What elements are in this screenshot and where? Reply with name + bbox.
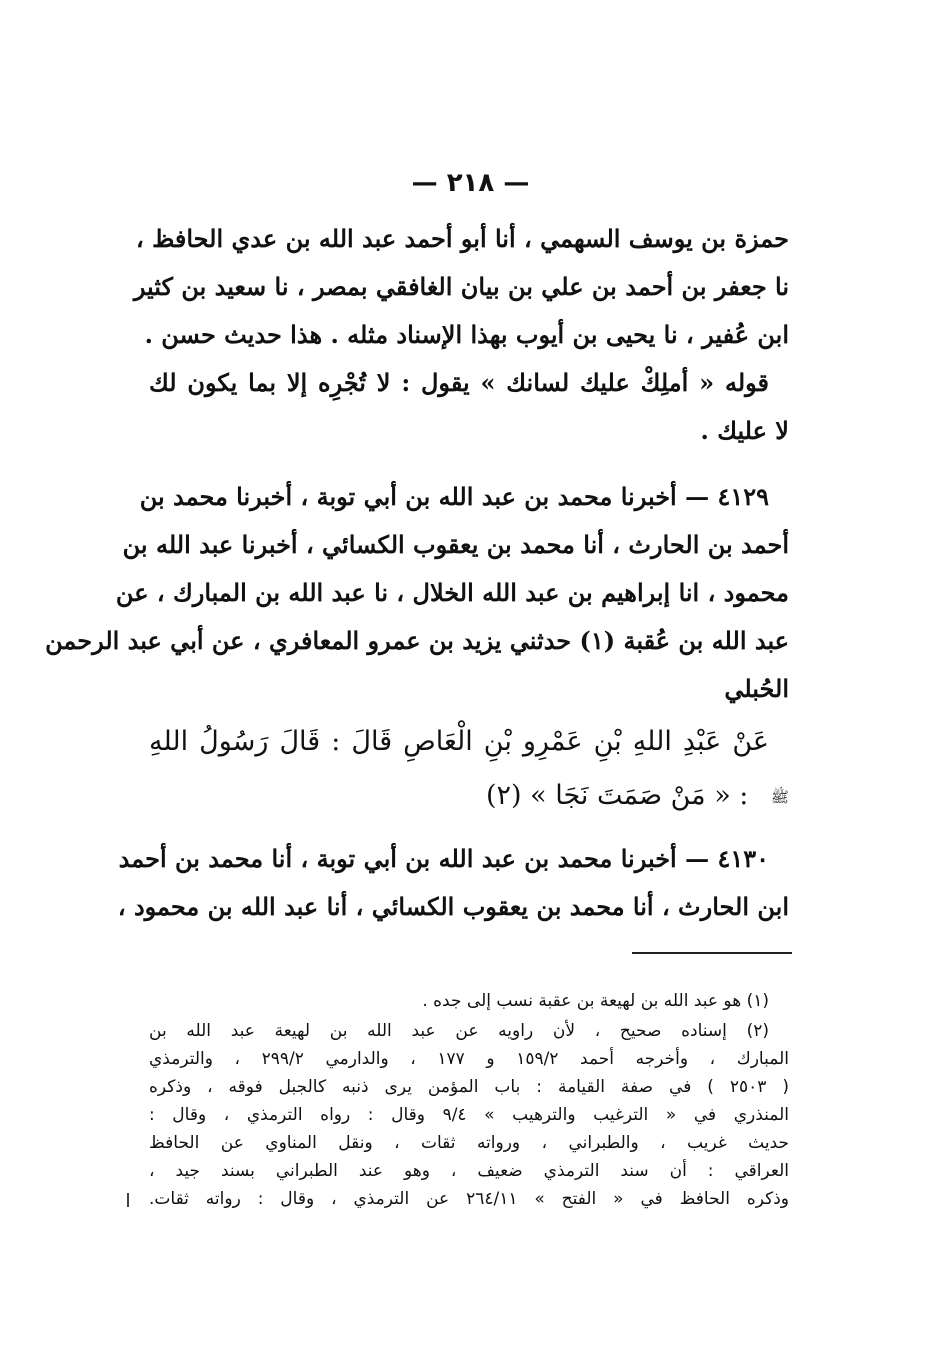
- body-line: نا جعفر بن أحمد بن علي بن بيان الغافقي بمصر ، نا سعيد بن كثير: [133, 272, 789, 301]
- body-line: قوله « أملِكْ عليك لسانك » يقول : لا تُجْرِه إلا بما يكون لك: [149, 368, 769, 397]
- footnote-line: المنذري في « الترغيب والترهيب » ٩/٤ وقال : رواه الترمذي ، وقال :: [149, 1105, 789, 1125]
- isnad-line: محمود ، انا إبراهيم بن عبد الله الخلال ، نا عبد الله بن المبارك ، عن: [115, 578, 789, 607]
- body-line: ابن عُفير ، نا يحيى بن أيوب بهذا الإسناد مثله . هذا حديث حسن .: [144, 320, 789, 349]
- footnote-divider: [632, 952, 792, 954]
- isnad-line: عبد الله بن عُقبة (١) حدثني يزيد بن عمرو المعافري ، عن أبي عبد الرحمن: [45, 626, 789, 655]
- body-line: لا عليك .: [700, 416, 789, 445]
- hadith-text-line: عَنْ عَبْدِ اللهِ بْنِ عَمْرِو بْنِ الْعَاصِ قَالَ : قَالَ رَسُولُ اللهِ: [149, 726, 769, 757]
- isnad-line: أحمد بن الحارث ، أنا محمد بن يعقوب الكسائي ، أخبرنا عبد الله بن: [122, 530, 789, 559]
- sallallahu-glyph: ﷺ: [770, 787, 789, 806]
- footnote-line: وذكره الحافظ في « الفتح » ٢٦٤/١١ عن الترمذي ، وقال : رواته ثقات.: [149, 1189, 790, 1209]
- footnote-line: ( ٢٥٠٣ ) في صفة القيامة : باب المؤمن يرى ذنبه كالجبل فوقه ، وذكره: [149, 1077, 789, 1097]
- isnad-line: ٤١٢٩ — أخبرنا محمد بن عبد الله بن أبي توبة ، أخبرنا محمد بن: [139, 482, 769, 511]
- isnad-line: ابن الحارث ، أنا محمد بن يعقوب الكسائي ، أنا عبد الله بن محمود ،: [117, 892, 789, 921]
- footnote-line: (١) هو عبد الله بن لهيعة بن عقبة نسب إلى جده .: [422, 991, 769, 1011]
- footnote-line: العراقي : أن سند الترمذي ضعيف ، وهو عند الطبراني بسند جيد ،: [149, 1161, 789, 1181]
- hadith-text-line: [149, 776, 789, 816]
- footnote-line: المبارك ، وأخرجه أحمد ١٥٩/٢ و ١٧٧ ، والدارمي ٢٩٩/٢ ، والترمذي: [149, 1049, 789, 1069]
- footnote-line: (٢) إسناده صحيح ، لأن راويه عن عبد الله بن لهيعة عبد الله بن: [149, 1021, 769, 1041]
- hadith-quote: : « مَنْ صَمَتَ نَجَا » (٢): [485, 780, 749, 811]
- footnote-line: حديث غريب ، والطبراني ، ورواته ثقات ، ونقل المناوي عن الحافظ: [149, 1133, 789, 1153]
- body-line: حمزة بن يوسف السهمي ، أنا أبو أحمد عبد الله بن عدي الحافظ ،: [136, 224, 789, 253]
- isnad-line: ٤١٣٠ — أخبرنا محمد بن عبد الله بن أبي توبة ، أنا محمد بن أحمد: [118, 844, 769, 873]
- page-number: — ٢١٨ —: [411, 168, 530, 198]
- isnad-line: الحُبلي: [724, 674, 789, 703]
- margin-mark: [127, 1193, 129, 1207]
